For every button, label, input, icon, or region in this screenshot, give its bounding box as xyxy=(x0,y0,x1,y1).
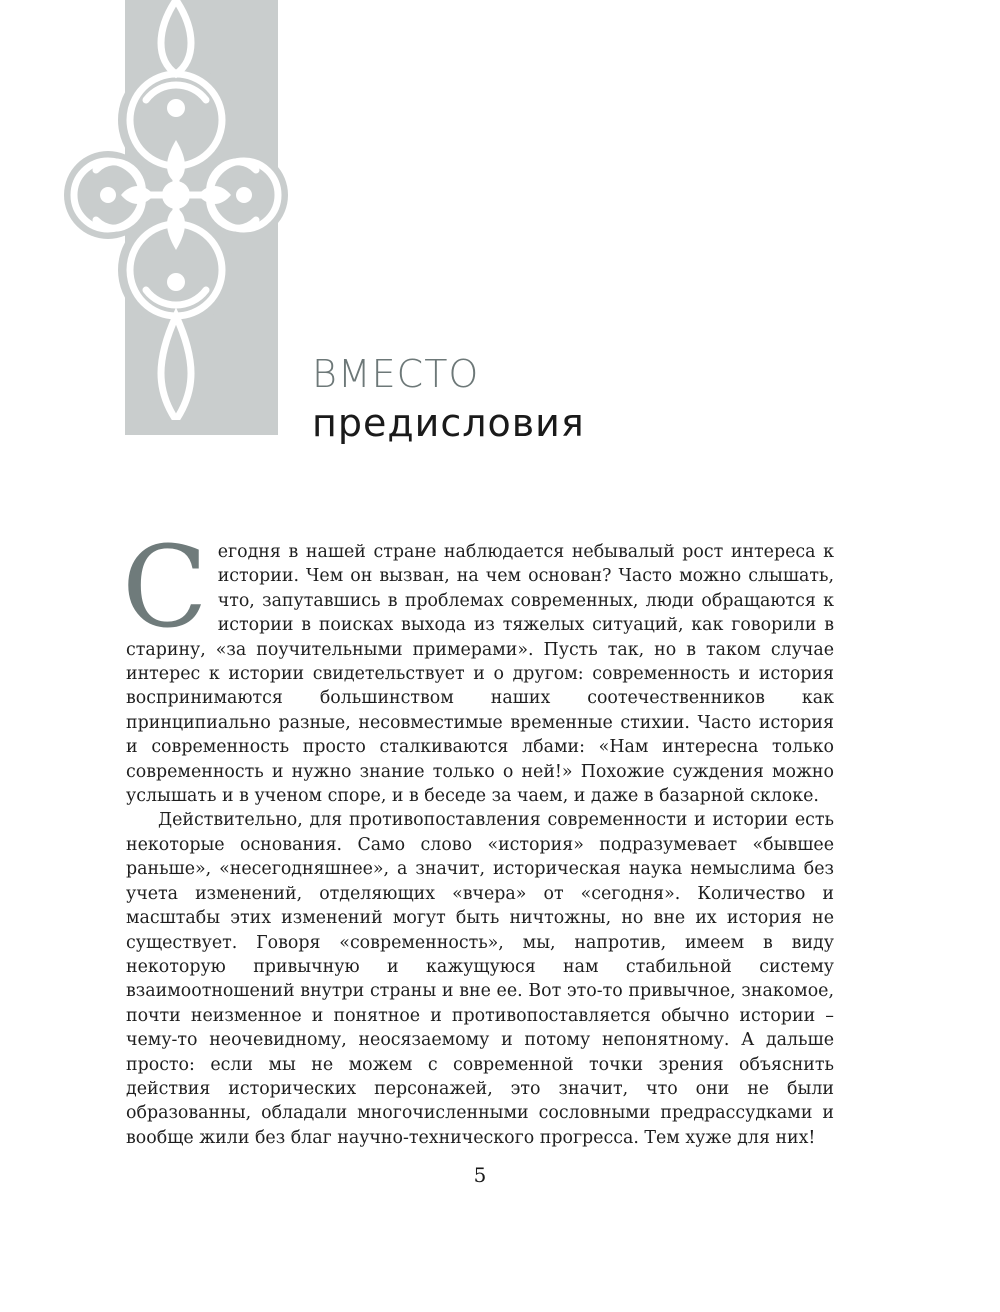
heading-line-2: предисловия xyxy=(312,401,585,445)
heading-line-1: ВМЕСТО xyxy=(312,352,480,396)
drop-cap: С xyxy=(122,523,208,653)
body-text xyxy=(122,523,834,1150)
chapter-heading xyxy=(312,348,585,446)
paragraph-1 xyxy=(122,523,834,808)
paragraph-2: Действительно, для противопоставления современности и истории есть некоторые основания. Само слово «история» подразумевает «бывшее раньше», «несегодняшнее», а значит, историческая наука немыслима без учета изменений, отделяющих «вчера» от «сегодня». Количество и масштабы этих изменений могут быть ничтожны, но вне их история не существует. Говоря «современность», мы, напротив, имеем в виду некоторую привычную и кажущуюся нам стабильной систему взаимоотношений внутри страны и вне ее. Вот это-то привычное, знакомое, почти неизменное и понятное и противопоставляется обычно истории – чему-то неочевидному, неосязаемому и потому непонятному. А дальше просто: если мы не можем с современной точки зрения объяснить действия исторических персонажей, это значит, что они не были образованны, обладали многочисленными сословными предрассудками и вообще жили без благ научно-технического прогресса. Тем хуже для них! xyxy=(126,810,834,1148)
page-number: 5 xyxy=(473,1163,487,1187)
paragraph-1-text: егодня в нашей стране наблюдается небывалый рост интереса к истории. Чем он вызван, на чем основан? Часто можно слышать, что, запутавшись в проблемах современных, люди обращаются к истории в поисках выхода из тяжелых ситуаций, как говорили в старину, «за поучительными примерами». Пусть так, но в таком случае интерес к истории свидетельствует и о другом: современность и история воспринимаются большинством наших соотечественников как принципиально разные, несовместимые временные стихии. Часто история и современность просто сталкиваются лбами: «Нам интересна только современность и нужно знание только о ней!» Похожие суждения можно услышать и в ученом споре, и в беседе за чаем, и даже в базарной склоке. xyxy=(126,542,834,807)
arabesque-ornament-icon xyxy=(36,0,316,420)
